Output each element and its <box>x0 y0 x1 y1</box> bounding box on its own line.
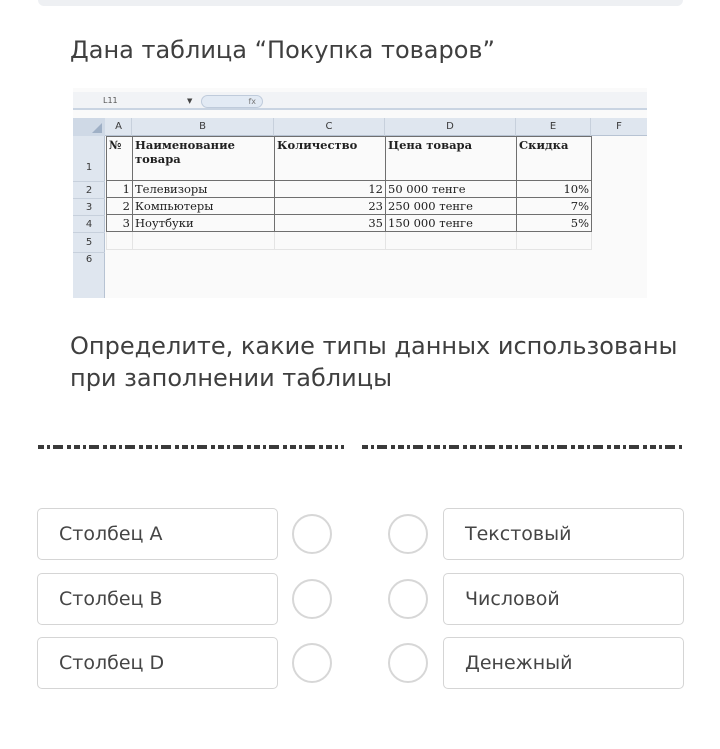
row-header-3: 3 <box>73 199 105 216</box>
right-connector-radio-3[interactable] <box>388 643 428 683</box>
formula-bar <box>73 92 647 110</box>
left-option-column-b[interactable]: Столбец B <box>37 573 278 625</box>
row-header-1: 1 <box>73 136 105 182</box>
table-header-row <box>107 137 592 181</box>
empty-cell <box>107 232 133 250</box>
right-option-currency[interactable]: Денежный <box>443 637 684 689</box>
header-cell-discount: Скидка <box>517 137 592 181</box>
matching-divider <box>38 444 682 450</box>
header-cell-number: № <box>107 137 133 181</box>
left-connector-radio-1[interactable] <box>292 514 332 554</box>
cell-price: 50 000 тенге <box>386 181 517 198</box>
cell-name: Ноутбуки <box>133 215 275 232</box>
right-option-numeric[interactable]: Числовой <box>443 573 684 625</box>
cell-number: 1 <box>107 181 133 198</box>
spreadsheet-image <box>73 88 647 298</box>
cell-number: 2 <box>107 198 133 215</box>
column-header-b: B <box>132 118 274 136</box>
question-title: Дана таблица “Покупка товаров” <box>70 36 495 64</box>
empty-cell <box>133 232 275 250</box>
cell-number: 3 <box>107 215 133 232</box>
row-header-5: 5 <box>73 233 105 253</box>
column-header-f: F <box>616 121 622 132</box>
row-header-4: 4 <box>73 216 105 233</box>
name-box: L11 <box>103 96 118 105</box>
cell-name: Компьютеры <box>133 198 275 215</box>
cell-quantity: 12 <box>275 181 386 198</box>
question-prompt: Определите, какие типы данных использованы при заполнении таблицы <box>70 332 678 392</box>
card-top-edge <box>38 0 683 6</box>
row-header-2: 2 <box>73 182 105 199</box>
cell-price: 250 000 тенге <box>386 198 517 215</box>
table-row <box>107 215 592 232</box>
empty-cell <box>275 232 386 250</box>
cell-quantity: 35 <box>275 215 386 232</box>
cell-discount: 7% <box>517 198 592 215</box>
empty-cell <box>517 232 592 250</box>
left-option-column-a[interactable]: Столбец A <box>37 508 278 560</box>
left-connector-radio-3[interactable] <box>292 643 332 683</box>
dropdown-arrow-icon: ▼ <box>187 97 193 105</box>
table-row <box>107 181 592 198</box>
right-option-text[interactable]: Текстовый <box>443 508 684 560</box>
cell-discount: 5% <box>517 215 592 232</box>
empty-row <box>107 232 592 250</box>
column-header-e: E <box>516 118 591 136</box>
right-connector-radio-1[interactable] <box>388 514 428 554</box>
table-row <box>107 198 592 215</box>
select-all-corner <box>73 118 105 136</box>
cell-quantity: 23 <box>275 198 386 215</box>
row-headers <box>73 136 105 298</box>
header-cell-quantity: Количество <box>275 137 386 181</box>
row-header-6: 6 <box>85 254 93 265</box>
column-headers <box>73 118 647 136</box>
cell-name: Телевизоры <box>133 181 275 198</box>
column-header-d: D <box>385 118 516 136</box>
cell-price: 150 000 тенге <box>386 215 517 232</box>
left-connector-radio-2[interactable] <box>292 579 332 619</box>
cell-discount: 10% <box>517 181 592 198</box>
column-header-a: A <box>106 118 132 136</box>
column-header-c: C <box>274 118 385 136</box>
right-connector-radio-2[interactable] <box>388 579 428 619</box>
fx-icon: fx <box>201 95 263 108</box>
header-cell-price: Цена товара <box>386 137 517 181</box>
header-cell-name: Наименование товара <box>133 137 275 181</box>
empty-cell <box>386 232 517 250</box>
purchase-table <box>106 136 592 250</box>
left-option-column-d[interactable]: Столбец D <box>37 637 278 689</box>
